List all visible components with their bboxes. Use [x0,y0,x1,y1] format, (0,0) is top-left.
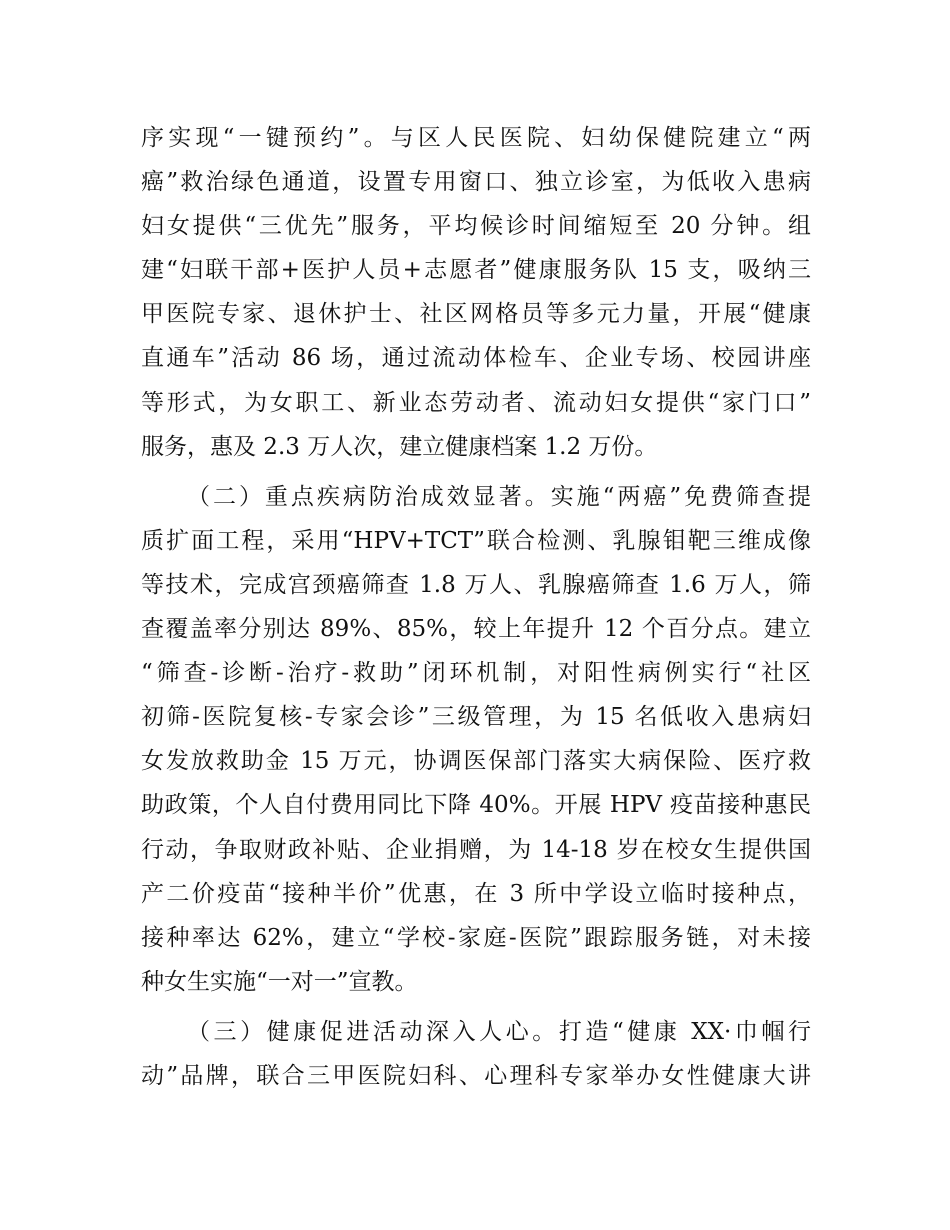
document-body [141,116,811,1098]
text-line: 查覆盖率分别达 89%、85%，较上年提升 12 个百分点。建立 [141,616,811,643]
text-line: 建“妇联干部+医护人员+志愿者”健康服务队 15 支，吸纳三 [141,257,811,284]
text-line: 服务，惠及 2.3 万人次，建立健康档案 1.2 万份。 [141,433,658,460]
text-line: “筛查-诊断-治疗-救助”闭环机制，对阳性病例实行“社区 [141,660,811,687]
text-line: 等技术，完成宫颈癌筛查 1.8 万人、乳腺癌筛查 1.6 万人，筛 [141,571,811,598]
text-line: 质扩面工程，采用“HPV+TCT”联合检测、乳腺钼靶三维成像 [141,527,811,554]
text-line: 癌”救治绿色通道，设置专用窗口、独立诊室，为低收入患病 [141,169,811,196]
text-line: 等形式，为女职工、新业态劳动者、流动妇女提供“家门口” [141,389,811,416]
section-heading-line: （三）健康促进活动深入人心。打造“健康 XX·巾帼行 [187,1018,811,1045]
text-line: 动”品牌，联合三甲医院妇科、心理科专家举办女性健康大讲 [141,1062,811,1089]
text-line: 初筛-医院复核-专家会诊”三级管理，为 15 名低收入患病妇 [141,704,811,731]
paragraph-disease-prevention [141,475,811,1004]
text-line: 接种率达 62%，建立“学校-家庭-医院”跟踪服务链，对未接 [141,924,811,951]
text-line: 助政策，个人自付费用同比下降 40%。开展 HPV 疫苗接种惠民 [141,792,811,819]
text-line: 妇女提供“三优先”服务，平均候诊时间缩短至 20 分钟。组 [141,213,811,240]
text-line: 行动，争取财政补贴、企业捐赠，为 14-18 岁在校女生提供国 [141,836,811,863]
text-line: 甲医院专家、退休护士、社区网格员等多元力量，开展“健康 [141,301,811,328]
text-line: 种女生实施“一对一”宣教。 [141,968,418,995]
text-line: 序实现“一键预约”。与区人民医院、妇幼保健院建立“两 [141,125,811,151]
text-line: 直通车”活动 86 场，通过流动体检车、企业专场、校园讲座 [141,345,811,372]
paragraph-health-promotion [141,1010,811,1098]
text-line: 产二价疫苗“接种半价”优惠，在 3 所中学设立临时接种点， [141,880,811,907]
section-heading-line: （二）重点疾病防治成效显著。实施“两癌”免费筛查提 [187,483,811,510]
text-line: 女发放救助金 15 万元，协调医保部门落实大病保险、医疗救 [141,748,811,775]
paragraph-health-service [141,116,811,469]
